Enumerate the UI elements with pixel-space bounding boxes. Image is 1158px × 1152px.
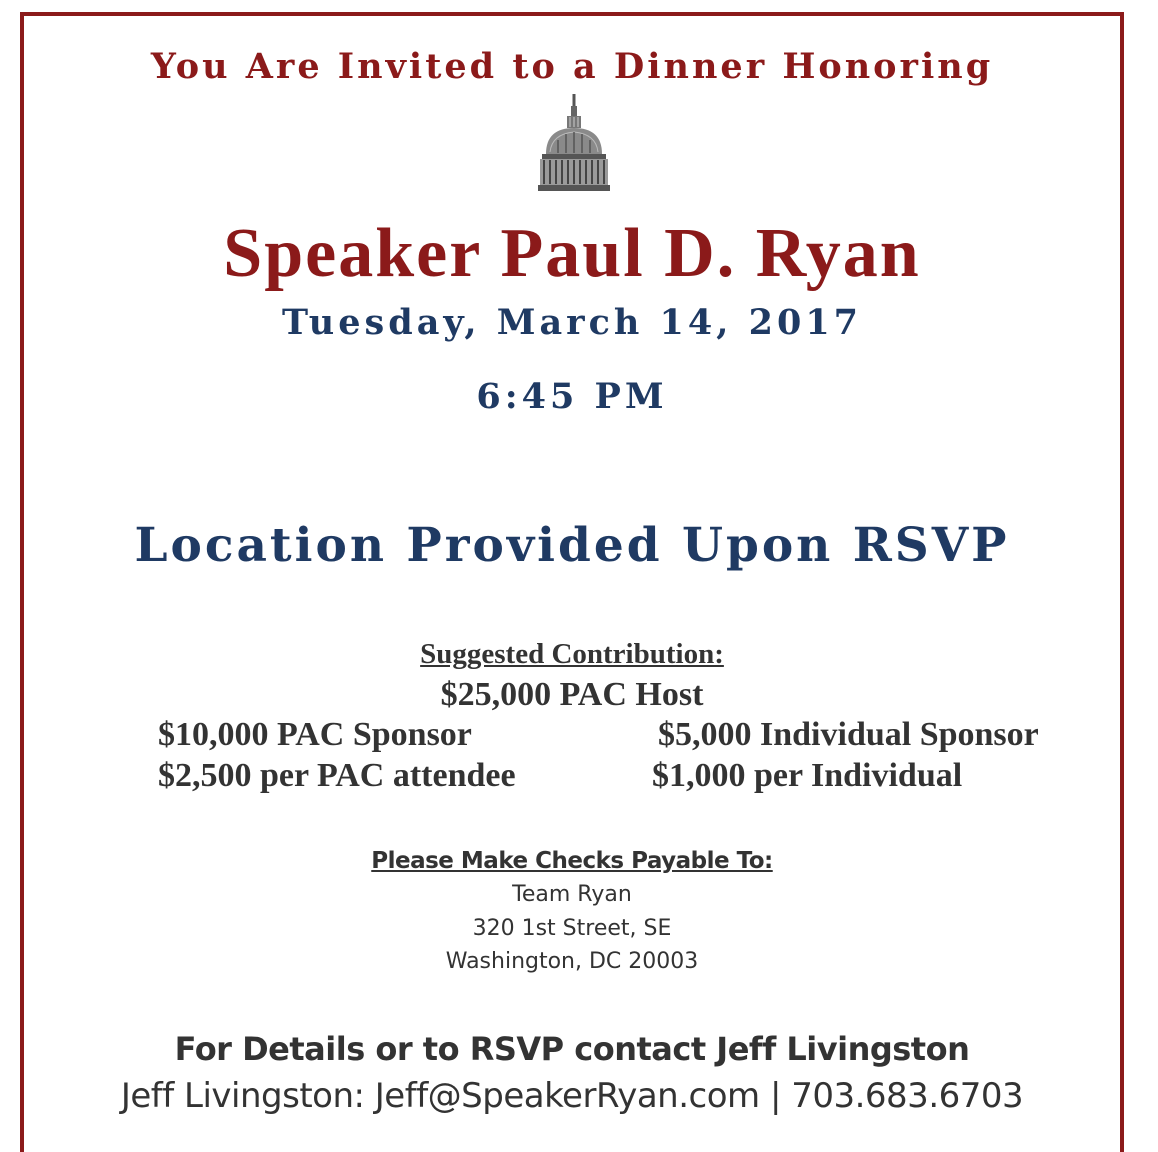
honoree-name: Speaker Paul D. Ryan — [223, 215, 921, 292]
checks-street: 320 1st Street, SE — [472, 916, 672, 941]
contribution-tier: $1,000 per Individual — [652, 757, 963, 794]
rsvp-heading: For Details or to RSVP contact Jeff Livingston — [174, 1030, 970, 1068]
event-location: Location Provided Upon RSVP — [134, 518, 1010, 573]
checks-heading: Please Make Checks Payable To: — [371, 848, 773, 874]
contribution-heading: Suggested Contribution: — [420, 638, 724, 670]
event-date: Tuesday, March 14, 2017 — [281, 302, 863, 343]
contact-line: Jeff Livingston: Jeff@SpeakerRyan.com | 703.683.6703 — [120, 1076, 1024, 1116]
checks-payee: Team Ryan — [512, 882, 632, 907]
event-time: 6:45 PM — [476, 376, 668, 417]
contribution-tier-host: $25,000 PAC Host — [440, 676, 704, 713]
contribution-tier: $5,000 Individual Sponsor — [658, 716, 1039, 753]
contribution-tier: $2,500 per PAC attendee — [158, 757, 516, 794]
checks-city: Washington, DC 20003 — [445, 949, 699, 974]
capitol-dome-icon — [534, 92, 614, 196]
invitation-heading: You Are Invited to a Dinner Honoring — [150, 46, 994, 87]
contribution-tier: $10,000 PAC Sponsor — [158, 716, 472, 753]
invitation-page — [20, 12, 1124, 1152]
